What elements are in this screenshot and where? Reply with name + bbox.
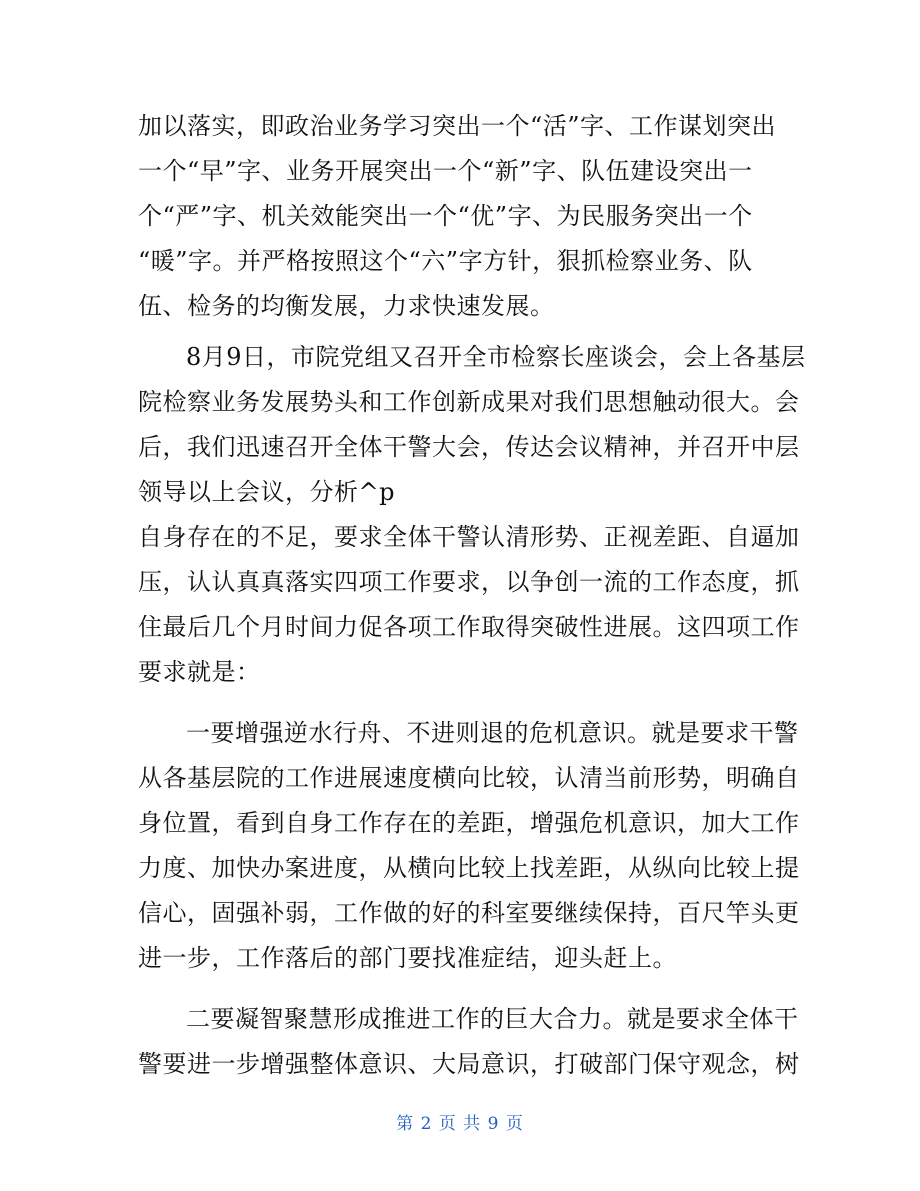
p4-line-1: 二要凝智聚慧形成推进工作的巨大合力。就是要求全体干 (186, 1005, 799, 1033)
p3-line-2: 从各基层院的工作进展速度横向比较，认清当前形势，明确自 (138, 764, 800, 792)
p2-line-4: 领导以上会议，分析^p (138, 478, 395, 506)
p2-line-6: 压，认认真真落实四项工作要求，以争创一流的工作态度，抓 (138, 568, 800, 596)
p4-line-2: 警要进一步增强整体意识、大局意识，打破部门保守观念，树 (138, 1050, 800, 1078)
p2-line-7: 住最后几个月时间力促各项工作取得突破性进展。这四项工作 (138, 613, 800, 641)
p3-line-3: 身位置，看到自身工作存在的差距，增强危机意识，加大工作 (138, 809, 800, 837)
p1-line-4: “暖”字。并严格按照这个“六”字方针，狠抓检察业务、队 (138, 247, 753, 275)
page-number-footer: 第 2 页 共 9 页 (396, 1114, 524, 1134)
p3-line-1: 一要增强逆水行舟、不进则退的危机意识。就是要求干警 (186, 719, 799, 747)
p1-line-1: 加以落实，即政治业务学习突出一个“活”字、工作谋划突出 (138, 112, 777, 140)
p2-line-1: 8月9日，市院党组又召开全市检察长座谈会，会上各基层 (186, 343, 806, 371)
p3-line-5: 信心，固强补弱，工作做的好的科室要继续保持，百尺竿头更 (138, 899, 800, 927)
p1-line-5: 伍、检务的均衡发展，力求快速发展。 (138, 292, 555, 320)
p2-line-5: 自身存在的不足，要求全体干警认清形势、正视差距、自逼加 (138, 523, 800, 551)
p3-line-6: 进一步，工作落后的部门要找准症结，迎头赶上。 (138, 944, 677, 972)
p2-line-2: 院检察业务发展势头和工作创新成果对我们思想触动很大。会 (138, 388, 800, 416)
p2-line-3: 后，我们迅速召开全体干警大会，传达会议精神，并召开中层 (138, 433, 800, 461)
p2-line-8: 要求就是： (138, 658, 261, 686)
p1-line-2: 一个“早”字、业务开展突出一个“新”字、队伍建设突出一 (138, 157, 753, 185)
p3-line-4: 力度、加快办案进度，从横向比较上找差距，从纵向比较上提 (138, 854, 800, 882)
p1-line-3: 个“严”字、机关效能突出一个“优”字、为民服务突出一个 (138, 202, 753, 230)
